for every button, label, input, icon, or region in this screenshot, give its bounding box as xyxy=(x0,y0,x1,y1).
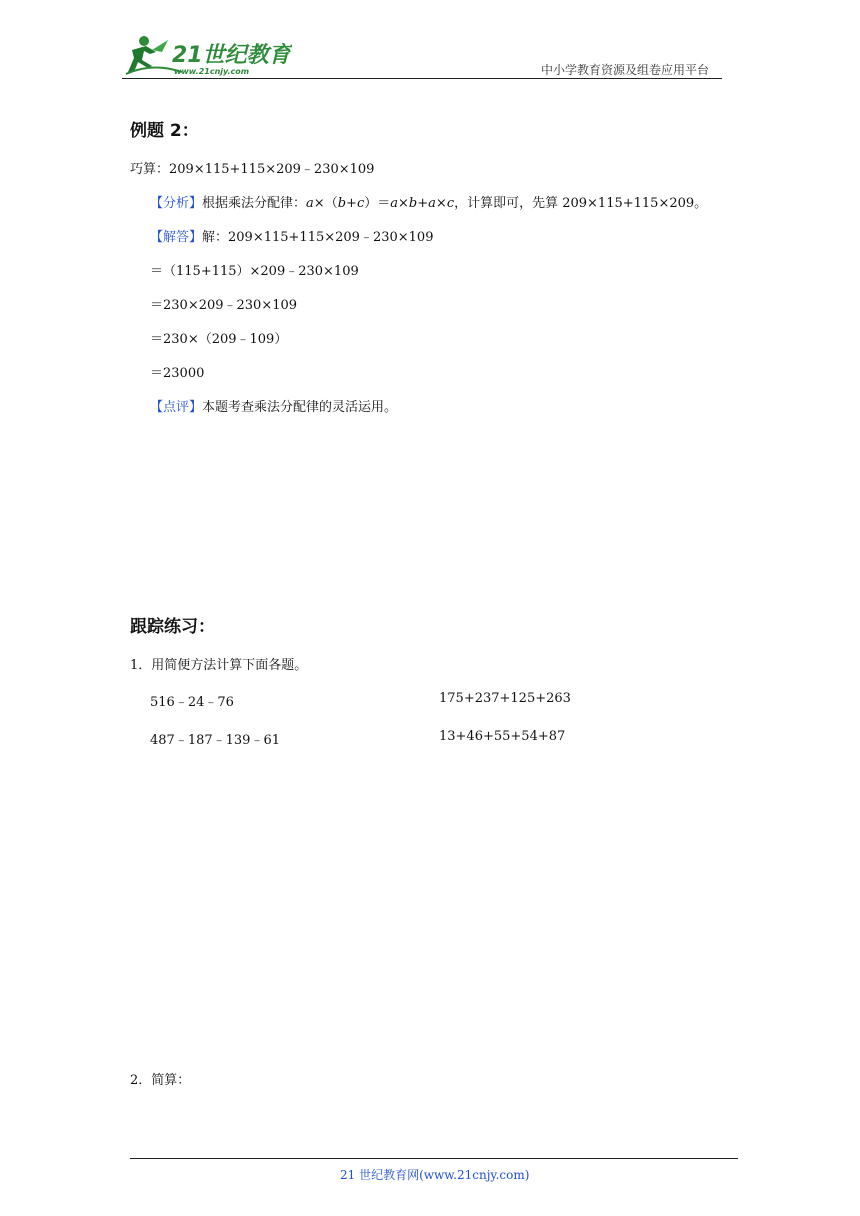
practice-title: 跟踪练习： xyxy=(130,617,215,637)
exercise-item: 516﹣24﹣76 xyxy=(150,695,234,710)
footer-divider xyxy=(130,1158,738,1159)
svg-text:www.21cnjy.com: www.21cnjy.com xyxy=(174,67,250,76)
answer-step: ＝23000 xyxy=(150,366,205,381)
header-platform-text: 中小学教育资源及组卷应用平台 xyxy=(541,63,710,77)
question-1-label: 1．用简便方法计算下面各题。 xyxy=(130,658,308,673)
exercise-item: 175+237+125+263 xyxy=(439,691,571,706)
answer-step: ＝230×209﹣230×109 xyxy=(150,298,298,313)
analysis-tag: 【分析】 xyxy=(150,196,203,211)
site-logo xyxy=(122,32,292,78)
svg-text:21世纪教育: 21世纪教育 xyxy=(172,43,291,68)
question-2-label: 2．简算： xyxy=(130,1073,191,1088)
header-divider xyxy=(122,78,722,79)
exercise-item: 487﹣187﹣139﹣61 xyxy=(150,733,280,748)
example-problem: 巧算：209×115+115×209﹣230×109 xyxy=(130,162,375,177)
answer-step: ＝230×（209﹣109） xyxy=(150,332,288,347)
answer-tag: 【解答】 xyxy=(150,230,203,245)
exercise-item: 13+46+55+54+87 xyxy=(439,729,566,744)
answer-line: 【解答】解：209×115+115×209﹣230×109 xyxy=(150,230,434,245)
comment-tag: 【点评】 xyxy=(150,400,203,415)
example-title: 例题 2： xyxy=(130,121,199,141)
analysis-line: 【分析】根据乘法分配律：a×（b+c）＝a×b+a×c，计算即可，先算 209×115+115×209。 xyxy=(150,196,708,211)
answer-step: ＝（115+115）×209﹣230×109 xyxy=(150,264,359,279)
comment-line: 【点评】本题考查乘法分配律的灵活运用。 xyxy=(150,400,398,415)
footer-link[interactable]: 21 世纪教育网(www.21cnjy.com) xyxy=(340,1168,530,1182)
